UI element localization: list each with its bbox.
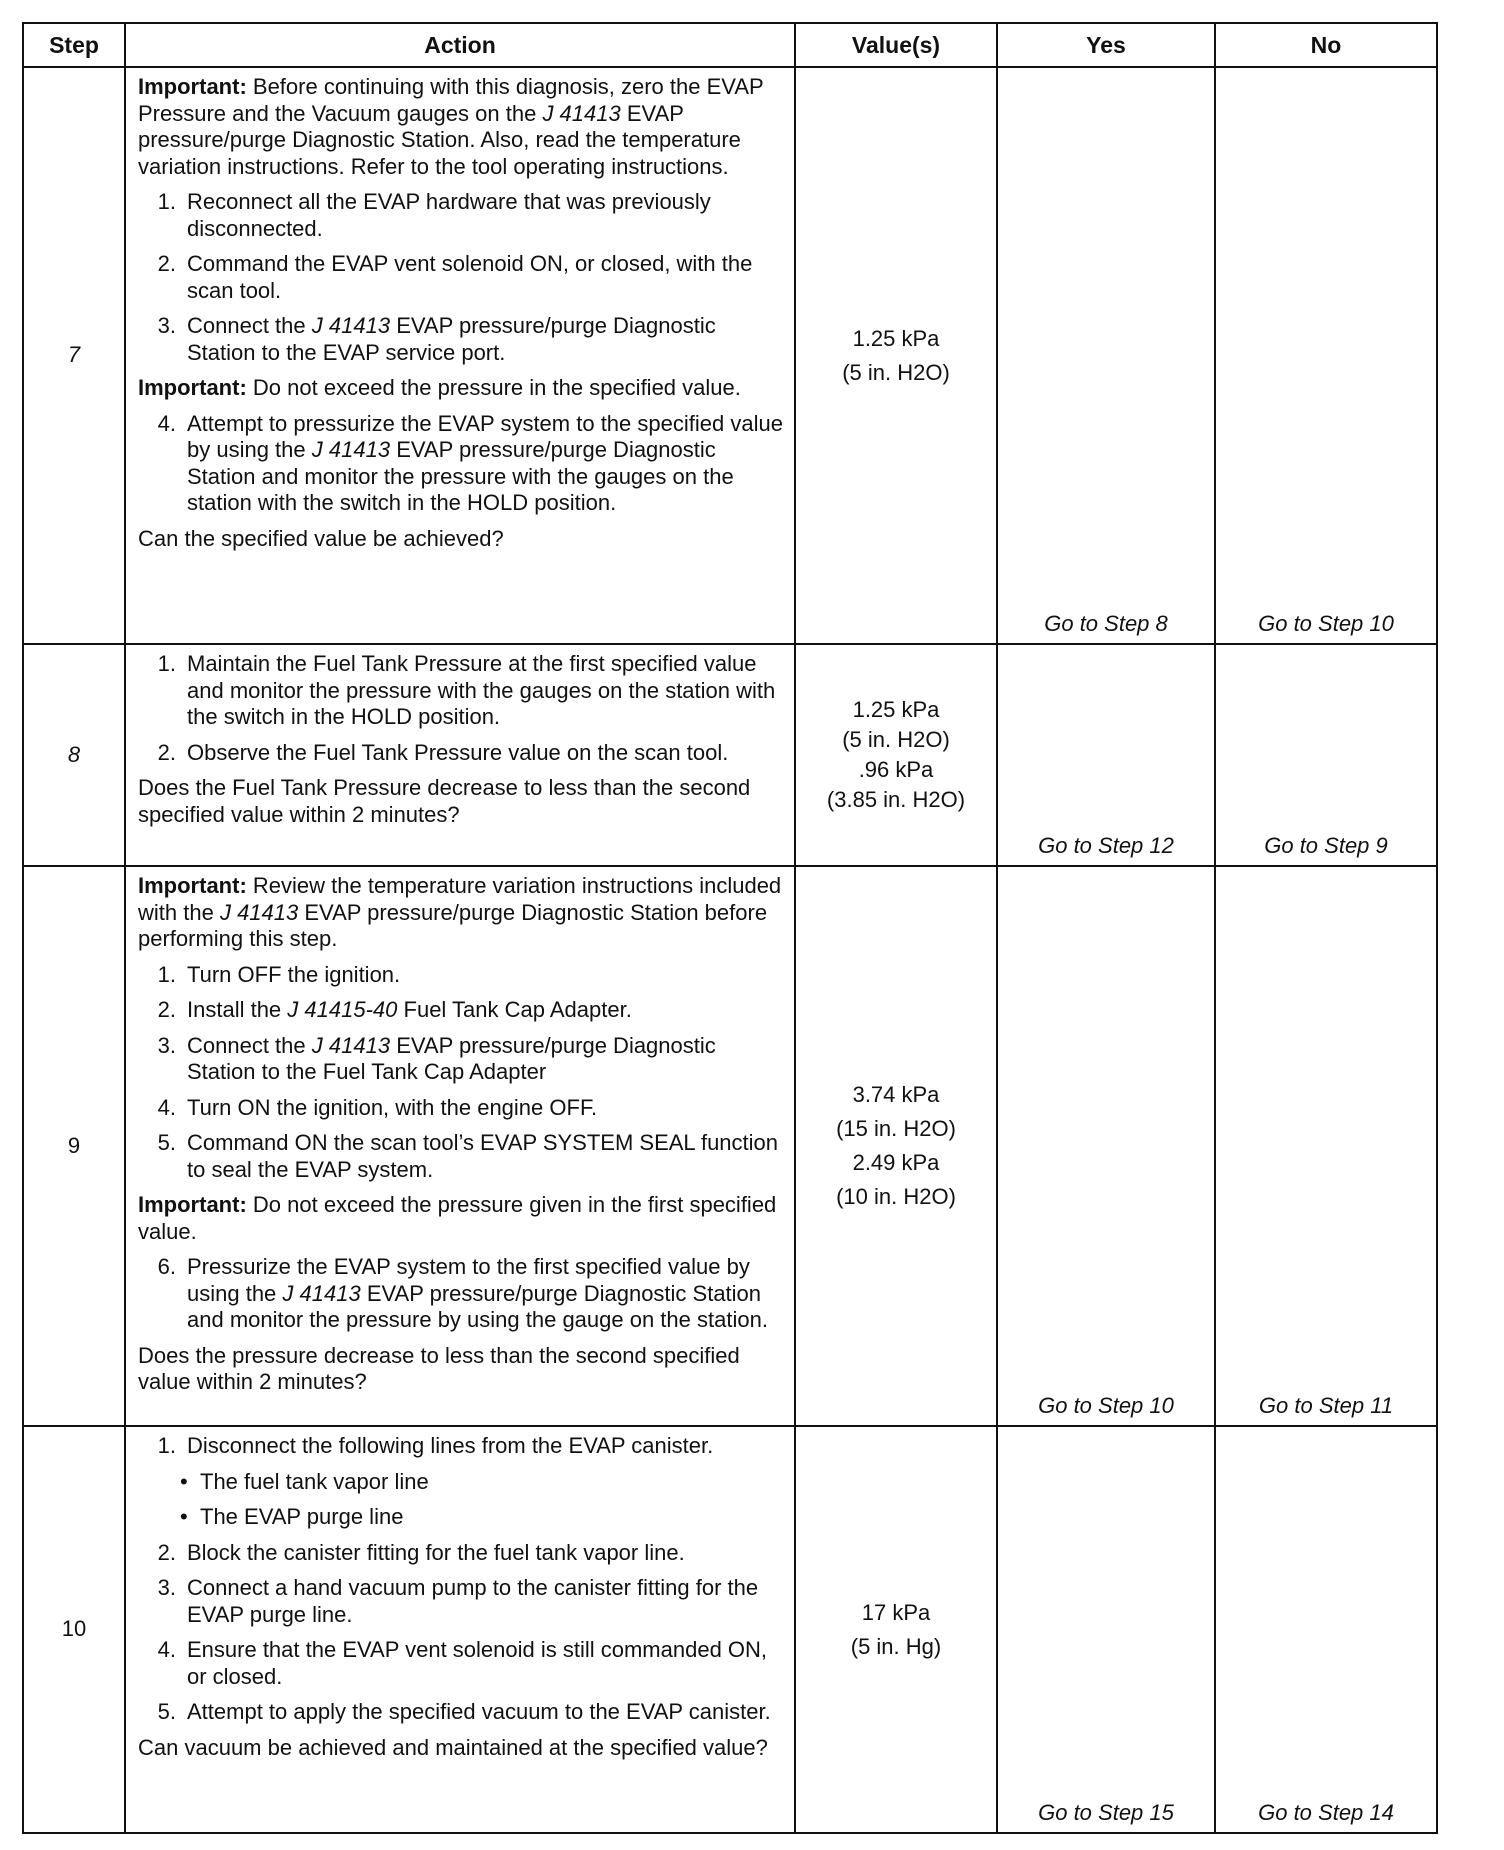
- item-number: 2.: [157, 997, 176, 1022]
- list-item: [138, 1033, 788, 1086]
- list-item: [138, 1433, 788, 1460]
- tool-number: J 41413: [282, 1280, 361, 1306]
- value-line: (5 in. H2O): [842, 727, 950, 752]
- step-number: 9: [23, 866, 125, 1426]
- action-cell: [125, 866, 795, 1426]
- bullet-item: [138, 1469, 788, 1496]
- bullet-icon: •: [180, 1504, 188, 1529]
- important-note: [138, 873, 788, 953]
- no-link[interactable]: Go to Step 9: [1215, 644, 1437, 866]
- item-number: 1.: [157, 189, 176, 214]
- question-text: Does the pressure decrease to less than the second specified value within 2 minutes?: [138, 1342, 740, 1394]
- yes-link[interactable]: Go to Step 12: [997, 644, 1215, 866]
- list-item: [138, 1254, 788, 1334]
- list-item: [138, 1130, 788, 1183]
- list-item: [138, 962, 788, 989]
- item-text: Attempt to pressurize the EVAP system to the specified value by using the J 41413 EVAP pressure/purge Diagnostic Station and monitor the pressure with the gauges on the station with the switch in the HOLD position.: [187, 410, 783, 515]
- list-item: [138, 1095, 788, 1122]
- item-number: 5.: [157, 1130, 176, 1155]
- item-text: Block the canister fitting for the fuel tank vapor line.: [187, 1539, 685, 1565]
- value-line: 1.25 kPa: [852, 325, 940, 351]
- header-no: No: [1215, 23, 1437, 67]
- item-number: 6.: [157, 1254, 176, 1279]
- tool-number: J 41413: [219, 899, 299, 925]
- item-text: The EVAP purge line: [200, 1504, 404, 1529]
- yes-link[interactable]: Go to Step 15: [997, 1426, 1215, 1833]
- item-text: Attempt to apply the specified vacuum to the EVAP canister.: [187, 1699, 771, 1724]
- step-number: 8: [23, 644, 125, 866]
- value-line: (5 in. H2O): [842, 359, 950, 385]
- yes-link[interactable]: Go to Step 8: [997, 67, 1215, 644]
- item-text: Disconnect the following lines from the EVAP canister.: [187, 1433, 714, 1458]
- note-text: EVAP pressure/purge Diagnostic Station. Also, read the temperature variation instructions. Refer to the tool operating instructions.: [138, 100, 741, 179]
- note-text: Review the temperature variation instructions included with the: [138, 873, 782, 925]
- header-row: [23, 23, 1437, 67]
- item-text: Reconnect all the EVAP hardware that was previously disconnected.: [187, 189, 711, 241]
- item-number: 3.: [157, 1032, 176, 1058]
- important-label: Important:: [138, 1192, 247, 1217]
- bullet-item: [138, 1504, 788, 1531]
- value-line: 1.25 kPa: [852, 697, 940, 722]
- item-number: 2.: [157, 1539, 176, 1565]
- value-line: 17 kPa: [861, 1599, 931, 1625]
- item-text: Connect the J 41413 EVAP pressure/purge Diagnostic Station to the Fuel Tank Cap Adapter: [187, 1032, 716, 1084]
- tool-number: J 41413: [311, 313, 391, 338]
- question-text: Can the specified value be achieved?: [138, 525, 504, 551]
- important-label: Important:: [138, 74, 247, 99]
- item-text: The fuel tank vapor line: [200, 1468, 429, 1494]
- header-action: Action: [125, 23, 795, 67]
- list-item: [138, 313, 788, 366]
- item-text: Command ON the scan tool’s EVAP SYSTEM SEAL function to seal the EVAP system.: [187, 1130, 779, 1182]
- important-note: [138, 74, 788, 180]
- value-line: (15 in. H2O): [836, 1116, 956, 1141]
- note-text: Do not exceed the pressure in the specified value.: [252, 375, 741, 400]
- item-number: 3.: [157, 313, 176, 338]
- list-item: [138, 740, 788, 767]
- item-text: Pressurize the EVAP system to the first specified value by using the J 41413 EVAP pressure/purge Diagnostic Station and monitor the pressure by using the gauge on the station.: [187, 1254, 768, 1332]
- item-number: 1.: [157, 651, 176, 676]
- item-text: Turn OFF the ignition.: [187, 961, 401, 987]
- item-number: 4.: [157, 410, 176, 436]
- important-label: Important:: [138, 375, 247, 400]
- note-text: Do not exceed the pressure given in the first specified value.: [138, 1192, 777, 1244]
- tool-number: J 41413: [542, 100, 621, 126]
- yes-link[interactable]: Go to Step 10: [997, 866, 1215, 1426]
- tool-number: J 41413: [311, 1032, 391, 1058]
- table-row-step-8: [23, 644, 1437, 866]
- table-row-step-7: [23, 67, 1437, 644]
- list-item: [138, 411, 788, 517]
- step-number: 7: [23, 67, 125, 644]
- list-item: [138, 651, 788, 731]
- note-text: Before continuing with this diagnosis, zero the EVAP Pressure and the Vacuum gauges on the: [138, 74, 764, 126]
- item-text: Observe the Fuel Tank Pressure value on the scan tool.: [187, 739, 729, 765]
- value-line: 2.49 kPa: [852, 1150, 940, 1175]
- tool-number: J 41413: [311, 437, 391, 462]
- item-text: Connect a hand vacuum pump to the canister fitting for the EVAP purge line.: [187, 1575, 759, 1627]
- values-cell: [795, 67, 997, 644]
- list-item: [138, 1575, 788, 1628]
- value-line: .96 kPa: [858, 757, 934, 782]
- item-text: Maintain the Fuel Tank Pressure at the first specified value and monitor the pressure with the gauges on the station with the switch in the HOLD position.: [187, 651, 776, 729]
- no-link[interactable]: Go to Step 14: [1215, 1426, 1437, 1833]
- question-text: Can vacuum be achieved and maintained at the specified value?: [138, 1734, 768, 1760]
- values-cell: [795, 866, 997, 1426]
- value-line: 3.74 kPa: [852, 1082, 940, 1107]
- list-item: [138, 251, 788, 304]
- value-line: (10 in. H2O): [836, 1184, 956, 1209]
- item-text: Turn ON the ignition, with the engine OFF.: [187, 1094, 598, 1120]
- item-text: Install the J 41415-40 Fuel Tank Cap Adapter.: [187, 997, 632, 1022]
- item-number: 1.: [157, 1433, 176, 1458]
- header-step: Step: [23, 23, 125, 67]
- table-row-step-10: [23, 1426, 1437, 1833]
- header-yes: Yes: [997, 23, 1215, 67]
- no-link[interactable]: Go to Step 10: [1215, 67, 1437, 644]
- item-number: 4.: [157, 1637, 176, 1662]
- tool-number: J 41415-40: [287, 997, 398, 1022]
- value-line: (3.85 in. H2O): [826, 787, 966, 812]
- item-number: 2.: [157, 251, 176, 276]
- values-cell: [795, 644, 997, 866]
- question-text: Does the Fuel Tank Pressure decrease to less than the second specified value within 2 minutes?: [138, 775, 751, 827]
- item-number: 1.: [157, 961, 176, 987]
- item-number: 2.: [157, 739, 176, 765]
- diagnostic-table: [22, 22, 1438, 1834]
- list-item: [138, 1540, 788, 1567]
- item-text: Ensure that the EVAP vent solenoid is still commanded ON, or closed.: [187, 1637, 768, 1689]
- action-cell: [125, 1426, 795, 1833]
- item-text: Command the EVAP vent solenoid ON, or closed, with the scan tool.: [187, 251, 753, 303]
- item-number: 4.: [157, 1094, 176, 1120]
- step-number: 10: [23, 1426, 125, 1833]
- note-text: EVAP pressure/purge Diagnostic Station before performing this step.: [138, 899, 768, 951]
- action-cell: [125, 67, 795, 644]
- list-item: [138, 997, 788, 1024]
- important-note: [138, 1192, 788, 1245]
- list-item: [138, 1637, 788, 1690]
- action-cell: [125, 644, 795, 866]
- important-note: [138, 375, 788, 402]
- bullet-icon: •: [180, 1468, 188, 1494]
- value-line: (5 in. Hg): [850, 1633, 942, 1659]
- values-cell: [795, 1426, 997, 1833]
- item-text: Connect the J 41413 EVAP pressure/purge Diagnostic Station to the EVAP service port.: [187, 313, 716, 365]
- list-item: [138, 189, 788, 242]
- important-label: Important:: [138, 873, 247, 898]
- item-number: 3.: [157, 1575, 176, 1600]
- header-values: Value(s): [795, 23, 997, 67]
- list-item: [138, 1699, 788, 1726]
- item-number: 5.: [157, 1699, 176, 1724]
- table-row-step-9: [23, 866, 1437, 1426]
- no-link[interactable]: Go to Step 11: [1215, 866, 1437, 1426]
